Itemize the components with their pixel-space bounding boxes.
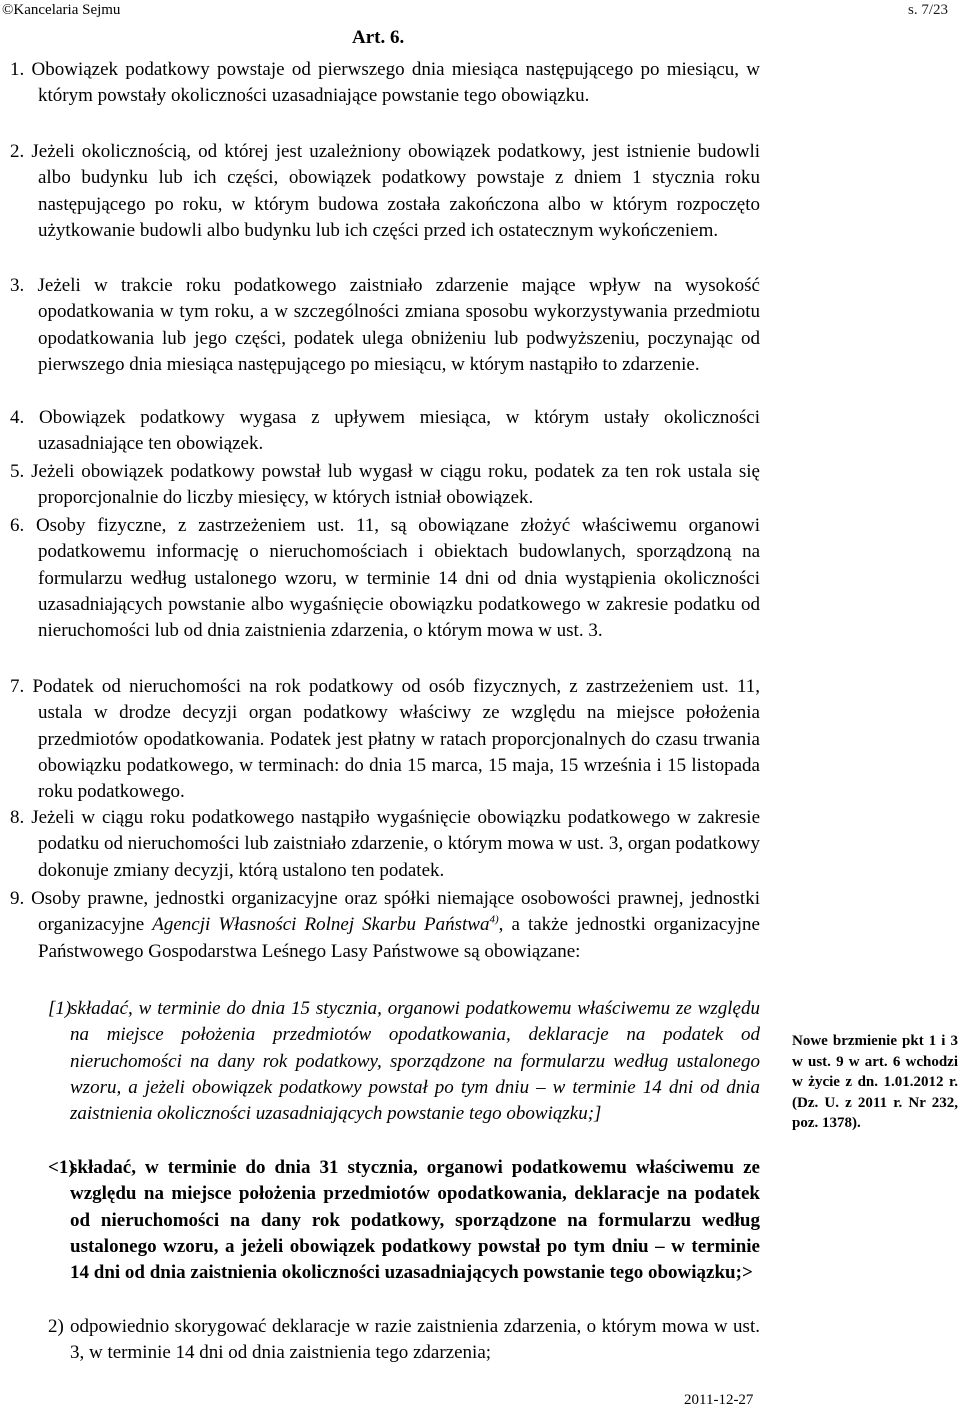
item-1-old [48, 996, 760, 1127]
paragraph-9 [10, 886, 760, 965]
paragraph-4 [10, 405, 760, 458]
margin-note: Nowe brzmienie pkt 1 i 3 w ust. 9 w art. 6 wchodzi w życie z dn. 1.01.2012 r. (Dz. U. z 2011 r. Nr 232, poz. 1378). [792, 1033, 958, 1131]
paragraph-1 [10, 57, 761, 110]
item-text-content: składać, w terminie do dnia 15 stycznia, organowi podatkowemu właściwemu ze względu na miejsce położenia przedmiotów opodatkowania, deklaracje na podatek od nieruchomości na dany rok podatkowy, sporządzone na formularzu według ustalonego wzoru, a jeżeli obowiązek podatkowy powstał po tym dniu – w terminie 14 dni od dnia zaistnienia okoliczności uzasadniających powstanie tego obowiązku;] [70, 998, 760, 1125]
item-number: [1) [48, 998, 72, 1019]
paragraph-number: 6. [10, 515, 25, 536]
header-source: ©Kancelaria Sejmu [2, 2, 121, 18]
item-text [48, 1155, 760, 1286]
item-text [48, 1314, 760, 1367]
paragraph-text: Obowiązek podatkowy wygasa z upływem miesiąca, w którym ustały okoliczności uzasadniające ten obowiązek. [38, 407, 760, 455]
item-2 [48, 1314, 760, 1367]
paragraph-3 [10, 273, 760, 378]
paragraph-text: Podatek od nieruchomości na rok podatkowy od osób fizycznych, z zastrzeżeniem ust. 11, ustala w drodze decyzji organ podatkowy właściwy ze względu na miejsce położenia przedmiotów opodatkowania. Podatek jest płatny w ratach proporcjonalnych do czasu trwania obowiązku podatkowego, w terminach: do dnia 15 marca, 15 maja, 15 września i 15 listopada roku podatkowego. [32, 676, 760, 803]
paragraph-8 [10, 805, 761, 884]
item-text-content: odpowiednio skorygować deklaracje w razie zaistnienia zdarzenia, o którym mowa w ust. 3, w terminie 14 dni od dnia zaistnienia tego zdarzenia; [70, 1316, 760, 1364]
paragraph-number: 4. [10, 407, 25, 428]
item-text [48, 996, 760, 1127]
agency-name: Agencji Własności Rolnej Skarbu Państwa [152, 914, 490, 936]
paragraph-text-after: , a także jednostki organizacyjne Państwowego Gospodarstwa Leśnego Lasy Państwowe są obowiązane: [38, 914, 760, 962]
item-text-content: składać, w terminie do dnia 31 stycznia, organowi podatkowemu właściwemu ze względu na miejsce położenia przedmiotów opodatkowania, deklaracje na podatek od nieruchomości na dany rok podatkowy, sporządzone na formularzu według ustalonego wzoru, a jeżeli obowiązek podatkowy powstał po tym dniu – w terminie 14 dni od dnia zaistnienia okoliczności uzasadniających powstanie tego obowiązku;> [70, 1157, 760, 1284]
paragraph-6 [10, 513, 760, 644]
item-number: 2) [48, 1316, 64, 1337]
paragraph-text: Jeżeli w ciągu roku podatkowego nastąpiło wygaśnięcie obowiązku podatkowego w zakresie podatku od nieruchomości lub zaistniało zdarzenie, o którym mowa w ust. 3, organ podatkowy dokonuje zmiany decyzji, którą ustalono ten podatek. [31, 807, 761, 881]
paragraph-number: 9. [10, 888, 25, 909]
paragraph-number: 3. [10, 275, 25, 296]
paragraph-text: Osoby fizyczne, z zastrzeżeniem ust. 11, są obowiązane złożyć właściwemu organowi podatkowemu informację o nieruchomościach i obiektach budowlanych, sporządzoną na formularzu według ustalonego wzoru, w terminie 14 dni od dnia wystąpienia okoliczności uzasadniających powstanie albo wygaśnięcie obowiązku podatkowego w zakresie podatku od nieruchomości lub od dnia zaistnienia zdarzenia, o którym mowa w ust. 3. [35, 515, 760, 642]
paragraph-number: 5. [10, 461, 25, 482]
paragraph-5 [10, 459, 760, 512]
paragraph-2 [10, 139, 760, 244]
footnote-marker: 4) [489, 913, 499, 926]
paragraph-text: Jeżeli obowiązek podatkowy powstał lub wygasł w ciągu roku, podatek za ten rok ustala się proporcjonalnie do liczby miesięcy, w których istniał obowiązek. [31, 461, 760, 509]
paragraph-number: 1. [10, 59, 25, 80]
paragraph-number: 7. [10, 676, 25, 697]
item-1-new [48, 1155, 760, 1286]
paragraph-text-before: Osoby prawne, jednostki organizacyjne oraz spółki niemające osobowości prawnej, jednostki organizacyjne [31, 888, 760, 936]
article-title: Art. 6. [352, 27, 405, 48]
paragraph-text: Jeżeli okolicznością, od której jest uzależniony obowiązek podatkowy, jest istnienie budowli albo budynku lub ich części, obowiązek podatkowy powstaje z dniem 1 stycznia roku następującego po roku, w którym budowa została zakończona albo w którym rozpoczęto użytkowanie budowli albo budynku lub ich części przed ich ostatecznym wykończeniem. [31, 141, 760, 241]
page-number-text: s. 7/23 [907, 2, 948, 18]
header-page-number [908, 2, 948, 19]
paragraph-number: 2. [10, 141, 25, 162]
paragraph-number: 8. [10, 807, 25, 828]
paragraph-text: Obowiązek podatkowy powstaje od pierwszego dnia miesiąca następującego po miesiącu, w którym powstały okoliczności uzasadniające powstanie tego obowiązku. [31, 59, 761, 107]
item-number: <1) [48, 1157, 75, 1178]
paragraph-text: Jeżeli w trakcie roku podatkowego zaistniało zdarzenie mające wpływ na wysokość opodatkowania w tym roku, a w szczególności zmiana sposobu wykorzystywania przedmiotu opodatkowania lub jego części, podatek ulega obniżeniu lub podwyższeniu, poczynając od pierwszego dnia miesiąca następującego po miesiącu, w którym nastąpiło to zdarzenie. [37, 275, 760, 375]
paragraph-7 [10, 674, 760, 805]
footer-date: 2011-12-27 [684, 1392, 754, 1408]
